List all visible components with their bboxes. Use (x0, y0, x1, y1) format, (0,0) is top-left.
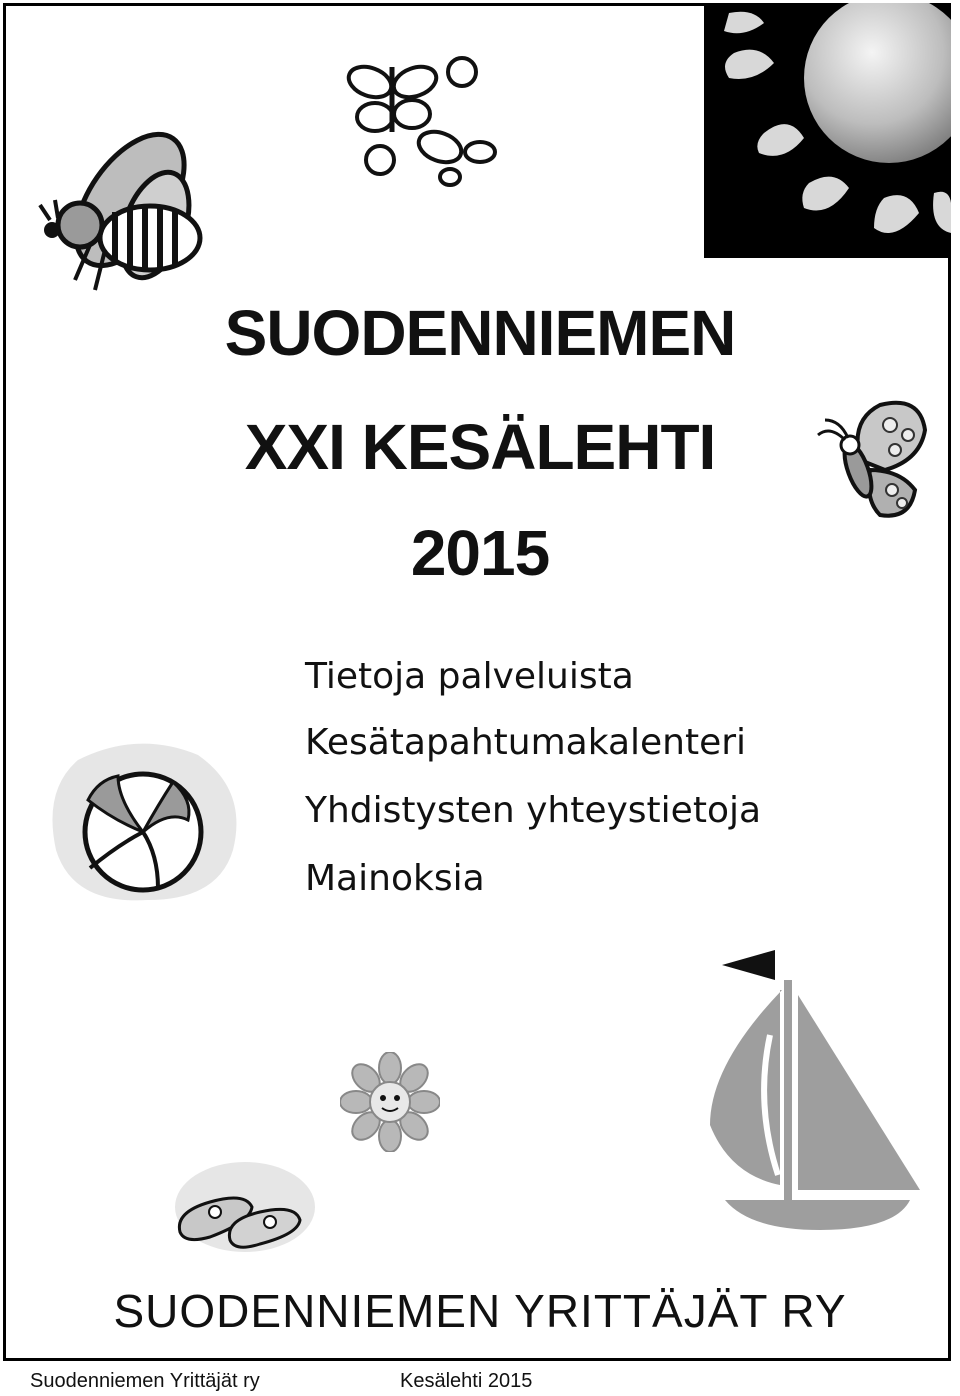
contents-item: Tietoja palveluista (305, 656, 634, 697)
footer-left: Suodenniemen Yrittäjät ry (30, 1370, 260, 1392)
bee-clipart (30, 120, 205, 295)
contents-item: Mainoksia (305, 858, 485, 899)
flower-clipart (340, 1052, 440, 1152)
contents-item: Yhdistysten yhteystietoja (305, 790, 762, 831)
sun-clipart (704, 3, 951, 258)
beach-ball-clipart (48, 740, 238, 905)
butterflies-flowers-clipart (340, 52, 500, 187)
organization-name: SUODENNIEMEN YRITTÄJÄT RY (113, 1285, 847, 1337)
footer-right: Kesälehti 2015 (400, 1370, 533, 1392)
contents-item: Kesätapahtumakalenteri (305, 722, 747, 763)
cover-title-line1: SUODENNIEMEN (224, 297, 736, 369)
cover-year: 2015 (410, 517, 550, 589)
sailboat-clipart (700, 945, 930, 1235)
cover-title-line2: XXI KESÄLEHTI (244, 411, 716, 483)
sandals-clipart (170, 1162, 315, 1257)
